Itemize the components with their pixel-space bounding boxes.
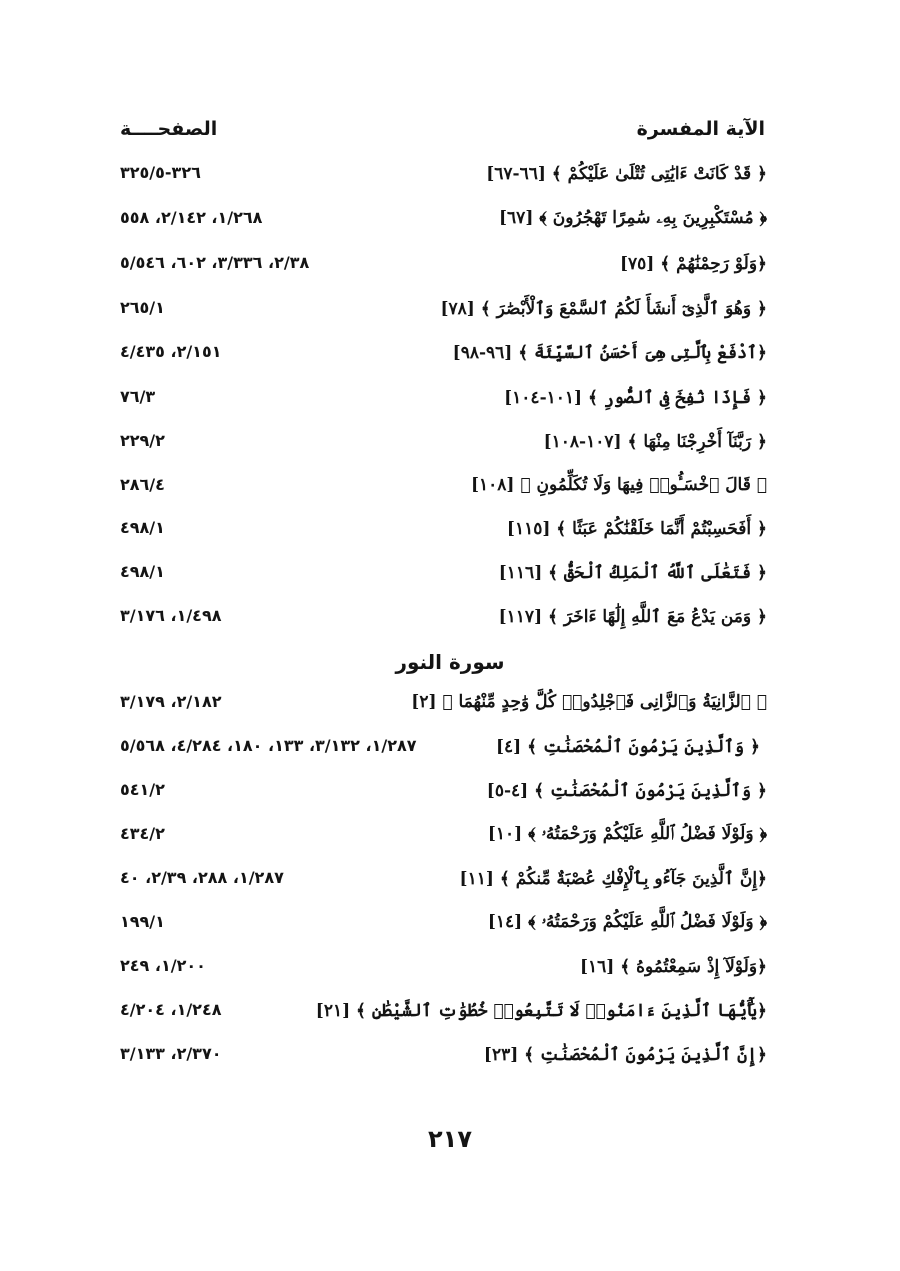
page-reference: ١/٤٩٨، ٣/١٧٦	[120, 606, 222, 625]
page-reference: ١/٢٨٧، ٣/١٣٢، ١٣٣، ١٨٠، ٤/٢٨٤، ٥/٥٦٨	[120, 736, 417, 755]
verse-text: ﴿وَلَوْ رَحِمْنَٰهُمْ ﴾ [٧٥]	[619, 254, 767, 274]
verse-column-header: الآية المفسرة	[636, 118, 765, 140]
page-column-header: الصفحــــة	[120, 118, 218, 140]
verse-text: ﴿وَلَوْلَآ إِذْ سَمِعْتُمُوهُ ﴾ [١٦]	[579, 957, 767, 977]
surah-title: سورة النور	[395, 650, 505, 674]
page-reference: ٢/١٨٢، ٣/١٧٩	[120, 692, 222, 711]
index-row	[0, 1000, 900, 1040]
index-row	[0, 431, 900, 471]
verse-text: ﴿ وَٱلَّذِينَ يَرْمُونَ ٱلْمُحْصَنَٰتِ ﴾ [٤-٥]	[486, 781, 767, 801]
index-row	[0, 342, 900, 382]
verse-text: ﴿ٱدْفَعْ بِٱلَّتِى هِىَ أَحْسَنُ ٱلسَّيِّئَةَ ﴾ [٩٦-٩٨]	[452, 343, 767, 363]
page-reference: ٤٣٤/٢	[120, 824, 165, 843]
page-reference: ٢/٣٨، ٣/٣٣٦، ٦٠٢، ٥/٥٤٦	[120, 253, 310, 272]
index-row	[0, 208, 900, 248]
index-row	[0, 163, 900, 203]
verse-text: ﴿ وَمَن يَدْعُ مَعَ ٱللَّهِ إِلَٰهًا ءَاخَرَ ﴾ [١١٧]	[498, 607, 767, 627]
index-row	[0, 518, 900, 558]
page-reference: ١/٢٠٠، ٢٤٩	[120, 956, 206, 975]
index-row	[0, 692, 900, 732]
index-row	[0, 780, 900, 820]
verse-text: ﴿ قَالَ ٱخْسَـُٔوا۟ فِيهَا وَلَا تُكَلِّمُونِ ﴾ [١٠٨]	[470, 475, 767, 495]
index-row	[0, 1044, 900, 1084]
verse-text: ﴿ قَدْ كَانَتْ ءَايَٰتِى تُتْلَىٰ عَلَيْكُمْ ﴾ [٦٦-٦٧]	[486, 164, 767, 184]
index-row	[0, 606, 900, 646]
page-reference: ٤٩٨/١	[120, 518, 165, 537]
verse-text: ﴿ وَهُوَ ٱلَّذِىٓ أَنشَأَ لَكُمُ ٱلسَّمْعَ وَٱلْأَبْصَٰرَ ﴾ [٧٨]	[440, 299, 767, 319]
verse-text: ﴿يَٰٓأَيُّهَا ٱلَّذِينَ ءَامَنُوا۟ لَا تَتَّبِعُوا۟ خُطُوَٰتِ ٱلشَّيْطَٰنِ ﴾ [٢١]	[315, 1001, 767, 1021]
verse-text: ﴿إِنَّ ٱلَّذِينَ جَآءُو بِٱلْإِفْكِ عُصْبَةٌ مِّنكُمْ ﴾ [١١]	[459, 869, 767, 889]
page-reference: ٥٤١/٢	[120, 780, 165, 799]
index-row	[0, 868, 900, 908]
page-reference: ٢/١٥١، ٤/٤٣٥	[120, 342, 222, 361]
page-reference: ١/٢٨٧، ٢٨٨، ٢/٣٩، ٤٠	[120, 868, 284, 887]
page-reference: ١/٢٦٨، ٢/١٤٢، ٥٥٨	[120, 208, 263, 227]
verse-text: ﴿إِنَّ ٱلَّذِينَ يَرْمُونَ ٱلْمُحْصَنَٰتِ ﴾ [٢٣]	[483, 1045, 767, 1065]
index-row	[0, 956, 900, 996]
index-row	[0, 298, 900, 338]
index-row	[0, 253, 900, 293]
verse-text: ﴿ ٱلزَّانِيَةُ وَٱلزَّانِى فَٱجْلِدُوا۟ كُلَّ وَٰحِدٍ مِّنْهُمَا ﴾ [٢]	[411, 692, 767, 712]
verse-text: ﴿ أَفَحَسِبْتُمْ أَنَّمَا خَلَقْنَٰكُمْ عَبَثًا ﴾ [١١٥]	[506, 519, 767, 539]
index-row	[0, 562, 900, 602]
page-reference: ٢٨٦/٤	[120, 475, 165, 494]
page-reference: ٣٢٦-٣٢٥/٥	[120, 163, 201, 182]
verse-text: ﴿ وَلَوْلَا فَضْلُ ٱللَّهِ عَلَيْكُمْ وَرَحْمَتُهُۥ ﴾ [١٤]	[487, 912, 767, 932]
index-row	[0, 475, 900, 515]
page-number: ٢١٧	[428, 1125, 472, 1153]
index-row	[0, 387, 900, 427]
page-reference: ١/٢٤٨، ٤/٢٠٤	[120, 1000, 222, 1019]
index-row	[0, 824, 900, 864]
page-reference: ٢٦٥/١	[120, 298, 165, 317]
index-row	[0, 736, 900, 776]
verse-text: ﴿ وَلَوْلَا فَضْلُ ٱللَّهِ عَلَيْكُمْ وَرَحْمَتُهُۥ ﴾ [١٠]	[487, 824, 767, 844]
page-reference: ١٩٩/١	[120, 912, 165, 931]
page-reference: ٢/٣٧٠، ٣/١٣٣	[120, 1044, 222, 1063]
verse-text: ﴿ فَتَعَٰلَى ٱللَّهُ ٱلْمَلِكُ ٱلْحَقُّ ﴾ [١١٦]	[498, 563, 767, 583]
verse-text: ﴿ رَبَّنَآ أَخْرِجْنَا مِنْهَا ﴾ [١٠٧-١٠٨]	[543, 432, 767, 452]
verse-text: ﴿ مُسْتَكْبِرِينَ بِهِۦ سَٰمِرًا تَهْجُرُونَ ﴾ [٦٧]	[499, 208, 767, 228]
index-row	[0, 912, 900, 952]
page-reference: ٢٢٩/٢	[120, 431, 165, 450]
verse-text: ﴿ وَٱلَّذِينَ يَرْمُونَ ٱلْمُحْصَنَٰتِ ﴾ [٤]	[495, 737, 760, 757]
page-reference: ٤٩٨/١	[120, 562, 165, 581]
page-reference: ٧٦/٣	[120, 387, 156, 406]
verse-text: ﴿ فَإِذَا نُفِخَ فِى ٱلصُّورِ ﴾ [١٠١-١٠٤]	[504, 388, 767, 408]
